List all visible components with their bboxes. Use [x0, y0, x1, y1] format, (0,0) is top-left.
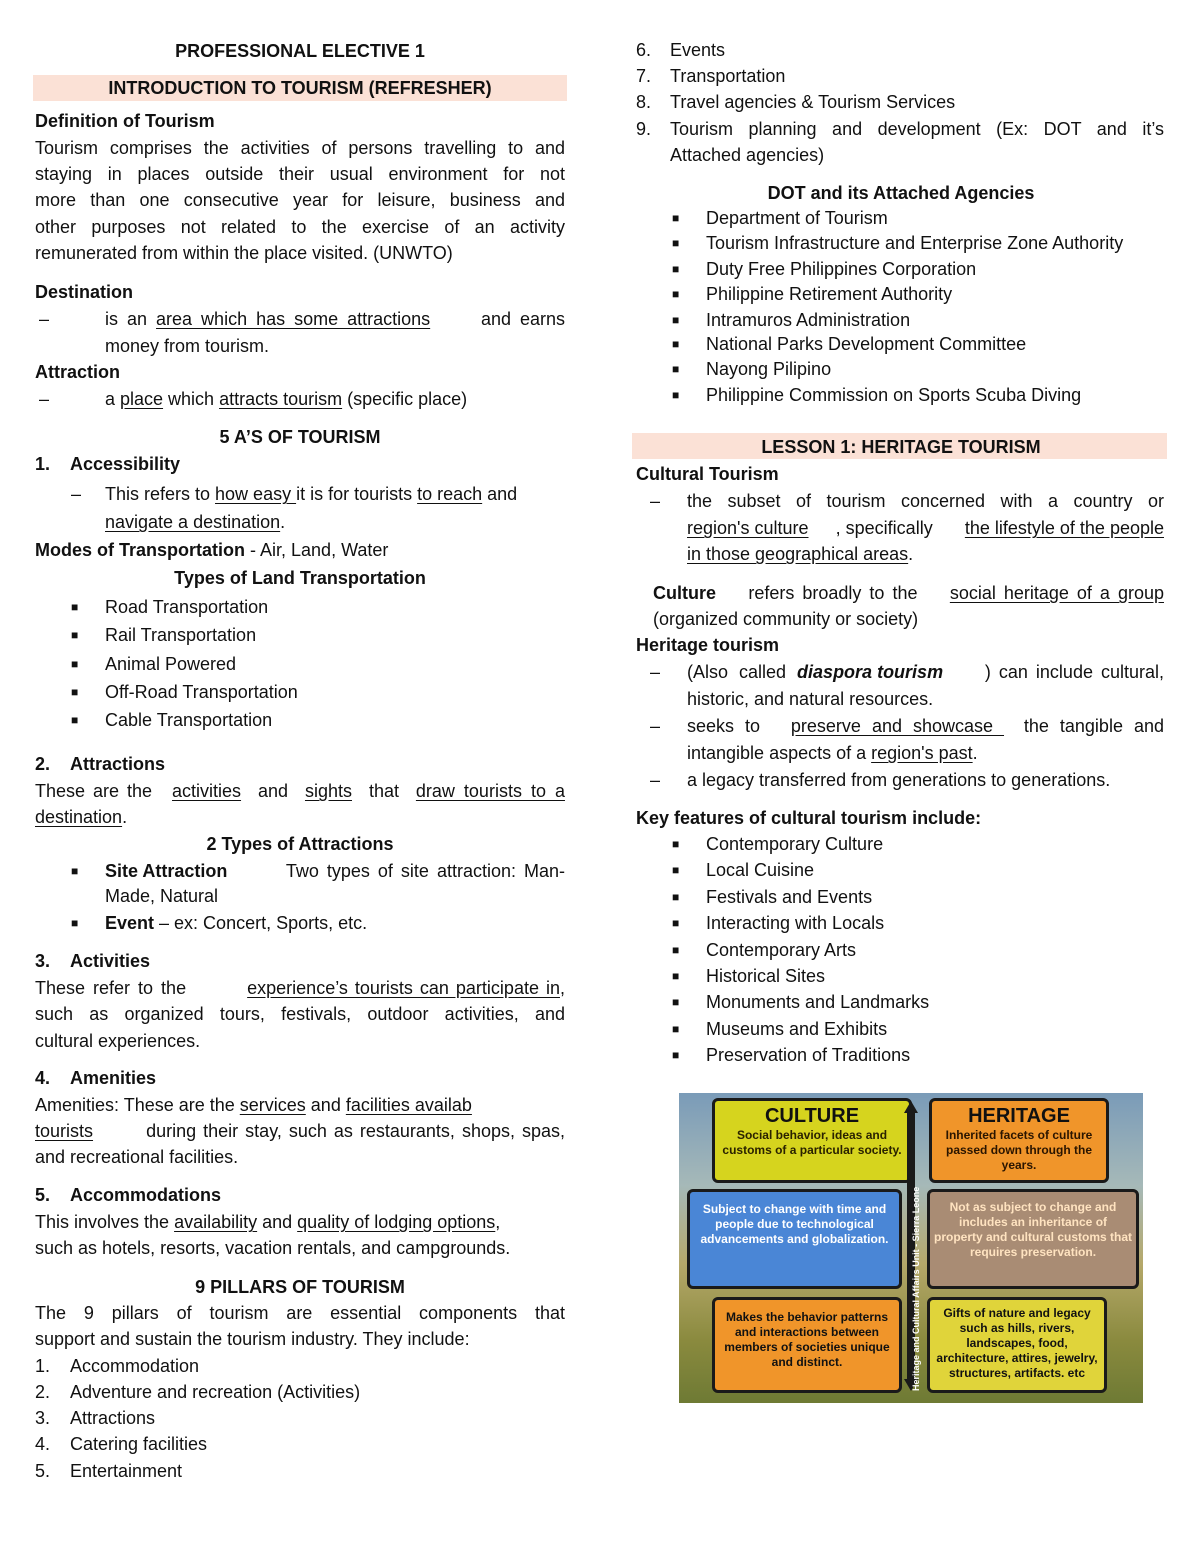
intro-heading: INTRODUCTION TO TOURISM (REFRESHER)	[108, 78, 492, 98]
underlined-text: the lifestyle of the people	[964, 518, 1164, 538]
culture-heritage-infographic	[679, 1093, 1143, 1403]
dash-bullet: –	[650, 662, 661, 682]
text: it is for tourists	[296, 484, 418, 504]
list-item: Animal Powered	[105, 654, 237, 674]
list-number: 3.	[35, 1408, 51, 1428]
lesson-heading: LESSON 1: HERITAGE TOURISM	[761, 437, 1041, 457]
heritage-box	[929, 1098, 1109, 1183]
underlined-text: how easy	[215, 484, 297, 504]
square-bullet-icon: ■	[672, 837, 680, 851]
pillars-line: support and sustain the tourism industry. They include:	[35, 1329, 470, 1349]
list-item: Cable Transportation	[105, 710, 273, 730]
feature-item: Monuments and Landmarks	[706, 992, 930, 1012]
accommodations-line: such as hotels, resorts, vacation rentals, and campgrounds.	[35, 1238, 511, 1258]
agency-item: National Parks Development Committee	[706, 334, 1027, 354]
underlined-text: place	[120, 389, 164, 409]
agency-item: Tourism Infrastructure and Enterprise Zone Authority	[706, 233, 1124, 253]
culture-title: CULTURE	[764, 1105, 860, 1127]
list-number: 1.	[35, 1356, 51, 1376]
square-bullet-icon: ■	[672, 890, 680, 904]
land-transport-heading: Types of Land Transportation	[174, 568, 426, 588]
list-number: 8.	[636, 92, 652, 112]
pillar-item: Travel agencies & Tourism Services	[670, 92, 956, 112]
text: and	[252, 781, 294, 801]
text: (specific place)	[342, 389, 468, 409]
underlined-text: region's past	[871, 743, 973, 763]
feature-item: Preservation of Traditions	[706, 1045, 911, 1065]
square-bullet-icon: ■	[71, 600, 79, 614]
list-item: Off-Road Transportation	[105, 682, 298, 702]
list-number: 2.	[35, 754, 51, 774]
agency-item: Philippine Retirement Authority	[706, 284, 953, 304]
text: during their stay, such as restaurants, shops, spas,	[139, 1121, 565, 1141]
dot-heading: DOT and its Attached Agencies	[767, 183, 1035, 203]
pillar-item: Adventure and recreation (Activities)	[70, 1382, 361, 1402]
heritage-change-box: Not as subject to change and includes an inheritance of property and cultural customs that requires preservation.	[927, 1189, 1139, 1289]
pillar-item: Tourism planning and development (Ex: DOT and it’s	[670, 119, 1164, 139]
site-attraction-line: Made, Natural	[105, 886, 219, 906]
definition-line: Tourism comprises the activities of persons travelling to and	[35, 138, 565, 158]
heritage-line	[687, 715, 1164, 737]
destination-heading: Destination	[35, 282, 134, 302]
text: .	[908, 544, 914, 564]
underlined-text: destination	[35, 807, 123, 827]
modes-line	[35, 539, 388, 561]
square-bullet-icon: ■	[672, 1048, 680, 1062]
list-number: 2.	[35, 1382, 51, 1402]
pillars-line: The 9 pillars of tourism are essential components that	[35, 1303, 565, 1323]
types-of-attractions-heading: 2 Types of Attractions	[206, 834, 394, 854]
text: .	[972, 743, 978, 763]
square-bullet-icon: ■	[71, 628, 79, 642]
text: is an	[105, 309, 157, 329]
amenities-line	[35, 1120, 565, 1142]
amenities-line: and recreational facilities.	[35, 1147, 239, 1167]
attraction-heading: Attraction	[35, 362, 120, 382]
text: that	[363, 781, 404, 801]
text: This involves the	[35, 1212, 175, 1232]
pillar-item: Events	[670, 40, 726, 60]
attractions-heading: Attractions	[70, 754, 166, 774]
square-bullet-icon: ■	[672, 211, 680, 225]
underlined-text: experience’s tourists can participate in	[247, 978, 560, 998]
heritage-line: historic, and natural resources.	[687, 689, 934, 709]
dash-bullet: –	[71, 484, 82, 504]
agency-item: Philippine Commission on Sports Scuba Diving	[706, 385, 1082, 405]
square-bullet-icon: ■	[672, 969, 680, 983]
definition-line: more than one consecutive year for leisure, business and	[35, 190, 565, 210]
underlined-text: tourists	[35, 1121, 94, 1141]
heritage-title: HERITAGE	[968, 1105, 1070, 1127]
square-bullet-icon: ■	[71, 864, 79, 878]
amenities-heading: Amenities	[70, 1068, 157, 1088]
main-title: PROFESSIONAL ELECTIVE 1	[175, 41, 425, 61]
pillar-item: Transportation	[670, 66, 786, 86]
text: (Also called	[687, 662, 798, 682]
text: seeks to	[687, 716, 772, 736]
agency-item: Department of Tourism	[706, 208, 888, 228]
feature-item: Contemporary Arts	[706, 940, 857, 960]
underlined-text: preserve and showcase	[790, 716, 1005, 736]
list-item: Road Transportation	[105, 597, 269, 617]
text: ,	[495, 1212, 501, 1232]
square-bullet-icon: ■	[71, 713, 79, 727]
definition-line: remunerated from within the place visited. (UNWTO)	[35, 243, 453, 263]
square-bullet-icon: ■	[71, 657, 79, 671]
amenities-line	[35, 1094, 472, 1116]
culture-unique-box: Makes the behavior patterns and interactions between members of societies unique and distinct.	[712, 1297, 902, 1393]
list-number: 5.	[35, 1185, 51, 1205]
definition-heading: Definition of Tourism	[35, 111, 215, 131]
list-number: 4.	[35, 1068, 51, 1088]
cultural-tourism-line	[687, 543, 913, 565]
text: .	[280, 512, 286, 532]
square-bullet-icon: ■	[672, 995, 680, 1009]
culture-box	[712, 1098, 912, 1183]
cultural-tourism-line: the subset of tourism concerned with a country or	[687, 491, 1164, 511]
square-bullet-icon: ■	[672, 916, 680, 930]
accessibility-line	[105, 483, 517, 505]
list-number: 1.	[35, 454, 51, 474]
heritage-line	[687, 661, 1164, 683]
square-bullet-icon: ■	[672, 943, 680, 957]
list-number: 5.	[35, 1461, 51, 1481]
underlined-text: services	[239, 1095, 306, 1115]
dash-bullet: –	[39, 389, 50, 409]
bold-text: Culture	[653, 583, 716, 603]
accommodations-heading: Accommodations	[70, 1185, 222, 1205]
feature-item: Historical Sites	[706, 966, 826, 986]
underlined-text: region's culture	[687, 518, 809, 538]
attractions-line	[35, 780, 565, 802]
pillar-item: Accommodation	[70, 1356, 200, 1376]
accessibility-line	[105, 511, 285, 533]
activities-heading: Activities	[70, 951, 151, 971]
text: - Air, Land, Water	[245, 540, 389, 560]
agency-item: Intramuros Administration	[706, 310, 911, 330]
definition-line: staying in places outside their usual environment for not	[35, 164, 565, 184]
list-number: 7.	[636, 66, 652, 86]
definition-line: other purposes not related to the exercise of an activity	[35, 217, 565, 237]
text: and	[257, 1212, 298, 1232]
pillar-item: Entertainment	[70, 1461, 183, 1481]
heritage-gifts-box: Gifts of nature and legacy such as hills, rivers, landscapes, food, architecture, attires, jewelry, structures, artifacts. etc	[927, 1297, 1107, 1393]
cultural-tourism-line	[687, 517, 1164, 539]
list-number: 6.	[636, 40, 652, 60]
dash-bullet: –	[39, 309, 50, 329]
dash-bullet: –	[650, 716, 661, 736]
attraction-line	[105, 388, 467, 410]
square-bullet-icon: ■	[672, 863, 680, 877]
underlined-text: sights	[304, 781, 352, 801]
square-bullet-icon: ■	[672, 236, 680, 250]
square-bullet-icon: ■	[71, 685, 79, 699]
pillar-item: Catering facilities	[70, 1434, 208, 1454]
square-bullet-icon: ■	[672, 1022, 680, 1036]
culture-line	[653, 582, 1164, 604]
text: and earns	[471, 309, 565, 329]
activities-line: such as organized tours, festivals, outdoor activities, and	[35, 1004, 565, 1024]
text: ,	[559, 978, 565, 998]
underlined-text: availability	[174, 1212, 258, 1232]
italic-text: diaspora tourism	[797, 662, 944, 682]
list-number: 4.	[35, 1434, 51, 1454]
bold-text: Site Attraction	[105, 861, 228, 881]
side-label: Heritage and Cultural Affairs Unit - Sierra Leone	[911, 1186, 921, 1391]
cultural-tourism-heading: Cultural Tourism	[636, 464, 779, 484]
square-bullet-icon: ■	[71, 916, 79, 930]
dash-bullet: –	[650, 491, 661, 511]
heritage-tourism-heading: Heritage tourism	[636, 635, 780, 655]
list-number: 3.	[35, 951, 51, 971]
pillar-item-continued: Attached agencies)	[670, 145, 825, 165]
bold-text: Modes of Transportation	[35, 540, 246, 560]
pillar-item: Attractions	[70, 1408, 156, 1428]
agency-item: Nayong Pilipino	[706, 359, 832, 379]
five-as-heading: 5 A’S OF TOURISM	[219, 427, 381, 447]
text: Amenities: These are the	[35, 1095, 240, 1115]
feature-item: Festivals and Events	[706, 887, 873, 907]
culture-change-box: Subject to change with time and people due to technological advancements and globalization.	[687, 1189, 902, 1289]
square-bullet-icon: ■	[672, 262, 680, 276]
underlined-text: activities	[172, 781, 242, 801]
list-item: Rail Transportation	[105, 625, 257, 645]
underlined-text: navigate a destination	[105, 512, 281, 532]
square-bullet-icon: ■	[672, 362, 680, 376]
destination-line	[105, 308, 565, 330]
heritage-line: a legacy transferred from generations to generations.	[687, 770, 1111, 790]
pillars-heading: 9 PILLARS OF TOURISM	[195, 1277, 405, 1297]
text: a	[105, 389, 121, 409]
square-bullet-icon: ■	[672, 337, 680, 351]
text: and	[482, 484, 518, 504]
site-attraction-line	[105, 860, 565, 882]
underlined-text: social heritage of a group	[949, 583, 1164, 603]
destination-line: money from tourism.	[105, 336, 270, 356]
heritage-description: Inherited facets of culture passed down through the years.	[945, 1128, 1093, 1172]
attractions-line	[35, 806, 127, 828]
culture-line: (organized community or society)	[653, 609, 919, 629]
text: – ex: Concert, Sports, etc.	[154, 913, 368, 933]
list-number: 9.	[636, 119, 652, 139]
heritage-line	[687, 742, 978, 764]
underlined-text: draw tourists to a	[415, 781, 565, 801]
text: .	[122, 807, 128, 827]
event-line	[105, 912, 367, 934]
dash-bullet: –	[650, 770, 661, 790]
text: This refers to	[105, 484, 216, 504]
text: These refer to the	[35, 978, 195, 998]
text: and	[305, 1095, 346, 1115]
text: , specifically	[835, 518, 938, 538]
activities-line	[35, 977, 565, 999]
key-features-heading: Key features of cultural tourism include:	[636, 808, 982, 828]
feature-item: Interacting with Locals	[706, 913, 885, 933]
text: intangible aspects of a	[687, 743, 872, 763]
text: refers broadly to the	[740, 583, 926, 603]
feature-item: Museums and Exhibits	[706, 1019, 888, 1039]
text: Two types of site attraction: Man-	[278, 861, 565, 881]
underlined-text: to reach	[417, 484, 483, 504]
text: which	[163, 389, 220, 409]
square-bullet-icon: ■	[672, 287, 680, 301]
underlined-text: in those geographical areas	[687, 544, 909, 564]
square-bullet-icon: ■	[672, 388, 680, 402]
underlined-text: attracts tourism	[219, 389, 343, 409]
accessibility-heading: Accessibility	[70, 454, 181, 474]
text: These are the	[35, 781, 161, 801]
bold-text: Event	[105, 913, 155, 933]
feature-item: Local Cuisine	[706, 860, 815, 880]
activities-line: cultural experiences.	[35, 1031, 201, 1051]
culture-description: Social behavior, ideas and customs of a particular society.	[722, 1128, 902, 1157]
underlined-text: area which has some attractions	[156, 309, 431, 329]
feature-item: Contemporary Culture	[706, 834, 884, 854]
agency-item: Duty Free Philippines Corporation	[706, 259, 977, 279]
underlined-text: quality of lodging options	[297, 1212, 496, 1232]
text: ) can include cultural,	[984, 662, 1164, 682]
text: the tangible and	[1023, 716, 1164, 736]
square-bullet-icon: ■	[672, 313, 680, 327]
accommodations-line	[35, 1211, 500, 1233]
underlined-text: facilities availab	[345, 1095, 472, 1115]
